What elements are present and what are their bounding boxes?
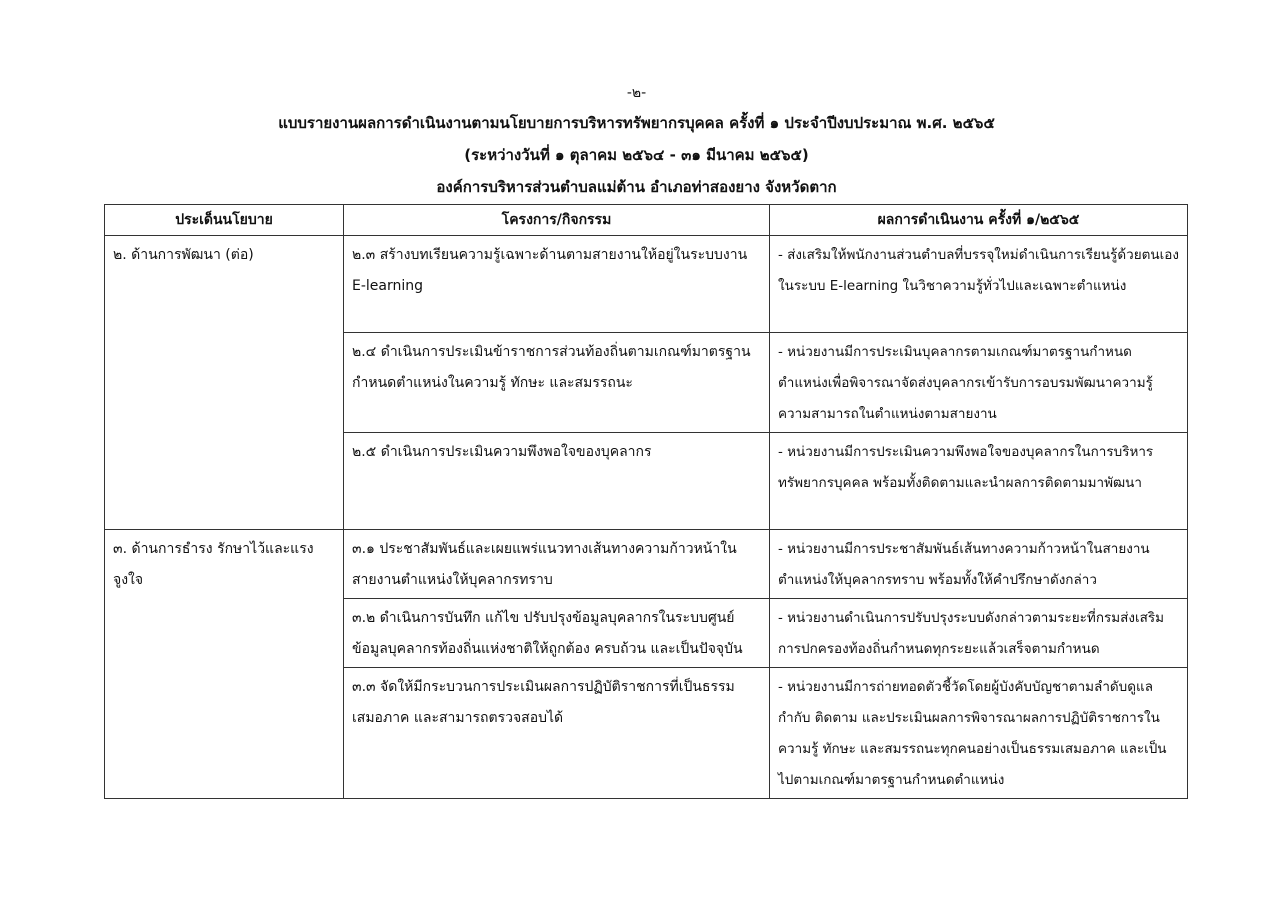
result-cell: - หน่วยงานมีการประชาสัมพันธ์เส้นทางความก้าวหน้าในสายงานตำแหน่งให้บุคลากรทราบ พร้อมทั้งให้คำปรึกษาดังกล่าว: [770, 530, 1188, 599]
table-row: [105, 236, 1188, 333]
result-cell: - หน่วยงานมีการประเมินความพึงพอใจของบุคลากรในการบริหารทรัพยากรบุคคล พร้อมทั้งติดตามและนำผลการติดตามมาพัฒนา: [770, 433, 1188, 530]
table-header-row: [105, 205, 1188, 236]
project-cell: ๓.๒ ดำเนินการบันทึก แก้ไข ปรับปรุงข้อมูลบุคลากรในระบบศูนย์ข้อมูลบุคลากรท้องถิ่นแห่งชาติให้ถูกต้อง ครบถ้วน และเป็นปัจจุบัน: [344, 599, 770, 668]
project-cell: ๒.๔ ดำเนินการประเมินข้าราชการส่วนท้องถิ่นตามเกณฑ์มาตรฐานกำหนดตำแหน่งในความรู้ ทักษะ และสมรรถนะ: [344, 333, 770, 433]
result-cell: - หน่วยงานดำเนินการปรับปรุงระบบดังกล่าวตามระยะที่กรมส่งเสริมการปกครองท้องถิ่นกำหนดทุกระยะแล้วเสร็จตามกำหนด: [770, 599, 1188, 668]
policy-cell: ๒. ด้านการพัฒนา (ต่อ): [105, 236, 344, 530]
report-organization: องค์การบริหารส่วนตำบลแม่ต้าน อำเภอท่าสองยาง จังหวัดตาก: [436, 178, 837, 196]
policy-report-table: [104, 204, 1188, 799]
header-policy: ประเด็นนโยบาย: [105, 205, 344, 236]
report-period: (ระหว่างวันที่ ๑ ตุลาคม ๒๕๖๔ - ๓๑ มีนาคม ๒๕๖๕): [464, 146, 809, 164]
header-result: ผลการดำเนินงาน ครั้งที่ ๑/๒๕๖๕: [770, 205, 1188, 236]
result-cell: - หน่วยงานมีการประเมินบุคลากรตามเกณฑ์มาตรฐานกำหนดตำแหน่งเพื่อพิจารณาจัดส่งบุคลากรเข้ารับการอบรมพัฒนาความรู้ความสามารถในตำแหน่งตามสายงาน: [770, 333, 1188, 433]
report-title: แบบรายงานผลการดำเนินงานตามนโยบายการบริหารทรัพยากรบุคคล ครั้งที่ ๑ ประจำปีงบประมาณ พ.ศ. ๒๕๖๕: [278, 114, 995, 132]
result-cell: - หน่วยงานมีการถ่ายทอดตัวชี้วัดโดยผู้บังคับบัญชาตามลำดับดูแล กำกับ ติดตาม และประเมินผลการพิจารณาผลการปฏิบัติราชการในความรู้ ทักษะ และสมรรถนะทุกคนอย่างเป็นธรรมเสมอภาค และเป็นไปตามเกณฑ์มาตรฐานกำหนดตำแหน่ง: [770, 668, 1188, 799]
policy-cell: ๓. ด้านการธำรง รักษาไว้และแรงจูงใจ: [105, 530, 344, 799]
project-cell: ๒.๕ ดำเนินการประเมินความพึงพอใจของบุคลากร: [344, 433, 770, 530]
project-cell: ๓.๓ จัดให้มีกระบวนการประเมินผลการปฏิบัติราชการที่เป็นธรรมเสมอภาค และสามารถตรวจสอบได้: [344, 668, 770, 799]
page-number: -๒-: [626, 85, 647, 101]
header-project: โครงการ/กิจกรรม: [344, 205, 770, 236]
project-cell: ๓.๑ ประชาสัมพันธ์และเผยแพร่แนวทางเส้นทางความก้าวหน้าในสายงานตำแหน่งให้บุคลากรทราบ: [344, 530, 770, 599]
project-cell: ๒.๓ สร้างบทเรียนความรู้เฉพาะด้านตามสายงานให้อยู่ในระบบงาน E-learning: [344, 236, 770, 333]
result-cell: - ส่งเสริมให้พนักงานส่วนตำบลที่บรรจุใหม่ดำเนินการเรียนรู้ด้วยตนเองในระบบ E-learning ในวิชาความรู้ทั่วไปและเฉพาะตำแหน่ง: [770, 236, 1188, 333]
table-row: [105, 530, 1188, 599]
